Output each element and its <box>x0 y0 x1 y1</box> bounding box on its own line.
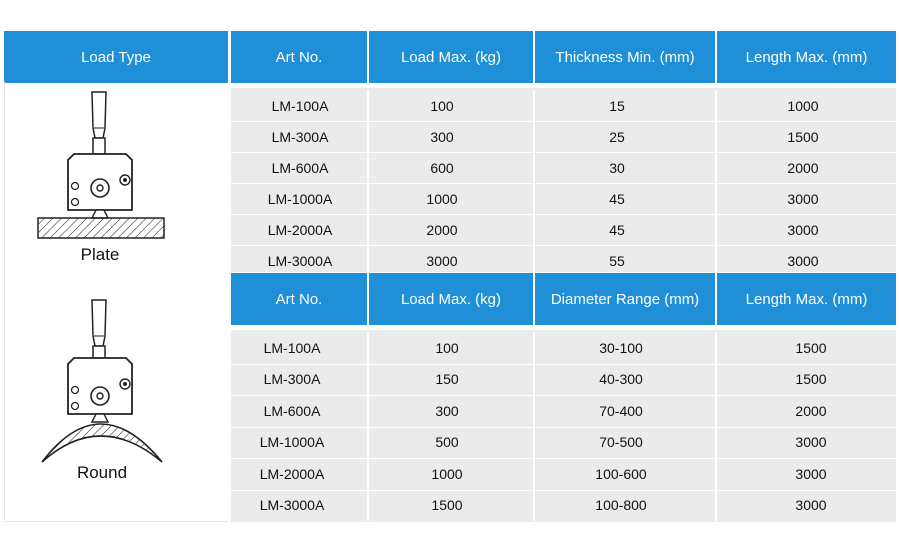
round-row-separator <box>231 364 896 365</box>
round-cell: 70-500 <box>599 434 643 451</box>
round-cell: LM-300A <box>263 371 321 388</box>
round-cell: LM-2000A <box>259 465 325 482</box>
round-column-separator <box>367 332 369 521</box>
round-cell: LM-3000A <box>259 497 325 514</box>
plate-cell: 300 <box>430 128 454 145</box>
round-cell: LM-1000A <box>259 434 325 451</box>
plate-cell: 1000 <box>426 190 458 207</box>
plate-cell: LM-2000A <box>267 221 333 238</box>
plate-cell: 2000 <box>426 221 458 238</box>
round-header-art-no <box>231 273 367 325</box>
round-cell: LM-100A <box>263 339 321 356</box>
round-cell: 100 <box>435 339 459 356</box>
plate-cell: LM-600A <box>271 159 329 176</box>
plate-column-separator <box>715 90 717 276</box>
plate-cell: LM-1000A <box>267 190 333 207</box>
round-header-diameter-range <box>535 273 715 325</box>
round-caption: Round <box>76 463 128 482</box>
round-row-separator <box>231 395 896 396</box>
plate-cell: 1000 <box>787 97 819 114</box>
round-cell: 2000 <box>795 402 827 419</box>
round-cell: LM-600A <box>263 402 321 419</box>
plate-column-separator <box>367 90 369 276</box>
round-cell: 150 <box>435 371 459 388</box>
round-cell: 70-400 <box>599 402 643 419</box>
plate-cell: LM-300A <box>271 128 329 145</box>
round-column-separator <box>533 332 535 521</box>
header-label: Length Max. (mm) <box>745 48 868 66</box>
round-cell: 100-800 <box>595 497 647 514</box>
round-cell: 3000 <box>795 497 827 514</box>
round-cell: 1500 <box>795 339 827 356</box>
plate-cell: 45 <box>609 190 625 207</box>
plate-cell: 3000 <box>787 252 819 269</box>
load-type-header <box>4 31 228 83</box>
plate-cell: 55 <box>609 252 625 269</box>
round-cell: 40-300 <box>599 371 643 388</box>
plate-cell: 1500 <box>787 128 819 145</box>
header-label: Diameter Range (mm) <box>550 290 700 308</box>
plate-cell: 45 <box>609 221 625 238</box>
round-row-separator <box>231 458 896 459</box>
plate-cell: 3000 <box>426 252 458 269</box>
plate-cell: 3000 <box>787 190 819 207</box>
round-cell: 1000 <box>431 465 463 482</box>
plate-cell: 3000 <box>787 221 819 238</box>
header-label: Thickness Min. (mm) <box>555 48 695 66</box>
round-cell: 3000 <box>795 434 827 451</box>
round-cell: 100-600 <box>595 465 647 482</box>
round-header-length-max <box>717 273 896 325</box>
round-column-separator <box>715 332 717 521</box>
plate-row-separator <box>231 152 896 153</box>
header-label: Length Max. (mm) <box>745 290 868 308</box>
plate-row-separator <box>231 121 896 122</box>
round-header-load-max <box>369 273 533 325</box>
round-cell: 1500 <box>431 497 463 514</box>
plate-cell: 2000 <box>787 159 819 176</box>
round-cell: 1500 <box>795 371 827 388</box>
plate-caption: Plate <box>80 245 120 264</box>
plate-header-load-max <box>369 31 533 83</box>
plate-header-length-max <box>717 31 896 83</box>
plate-cell: 100 <box>430 97 454 114</box>
round-row-separator <box>231 427 896 428</box>
round-magnet-illustration <box>30 286 170 466</box>
header-label: Art No. <box>275 48 323 66</box>
round-cell: 30-100 <box>599 339 643 356</box>
plate-magnet-illustration <box>30 88 170 243</box>
plate-cell: LM-100A <box>271 97 329 114</box>
round-cell: 3000 <box>795 465 827 482</box>
header-label: Load Max. (kg) <box>400 48 502 66</box>
plate-cell: 600 <box>430 159 454 176</box>
load-type-header-label: Load Type <box>81 48 151 66</box>
plate-row-separator <box>231 245 896 246</box>
header-label: Load Max. (kg) <box>400 290 502 308</box>
plate-cell: 15 <box>609 97 625 114</box>
plate-header-thickness-min <box>535 31 715 83</box>
plate-row-separator <box>231 183 896 184</box>
plate-row-separator <box>231 214 896 215</box>
round-cell: 300 <box>435 402 459 419</box>
round-cell: 500 <box>435 434 459 451</box>
header-label: Art No. <box>275 290 323 308</box>
plate-cell: LM-3000A <box>267 252 333 269</box>
plate-cell: 30 <box>609 159 625 176</box>
plate-header-art-no <box>231 31 367 83</box>
plate-cell: 25 <box>609 128 625 145</box>
round-row-separator <box>231 490 896 491</box>
plate-column-separator <box>533 90 535 276</box>
